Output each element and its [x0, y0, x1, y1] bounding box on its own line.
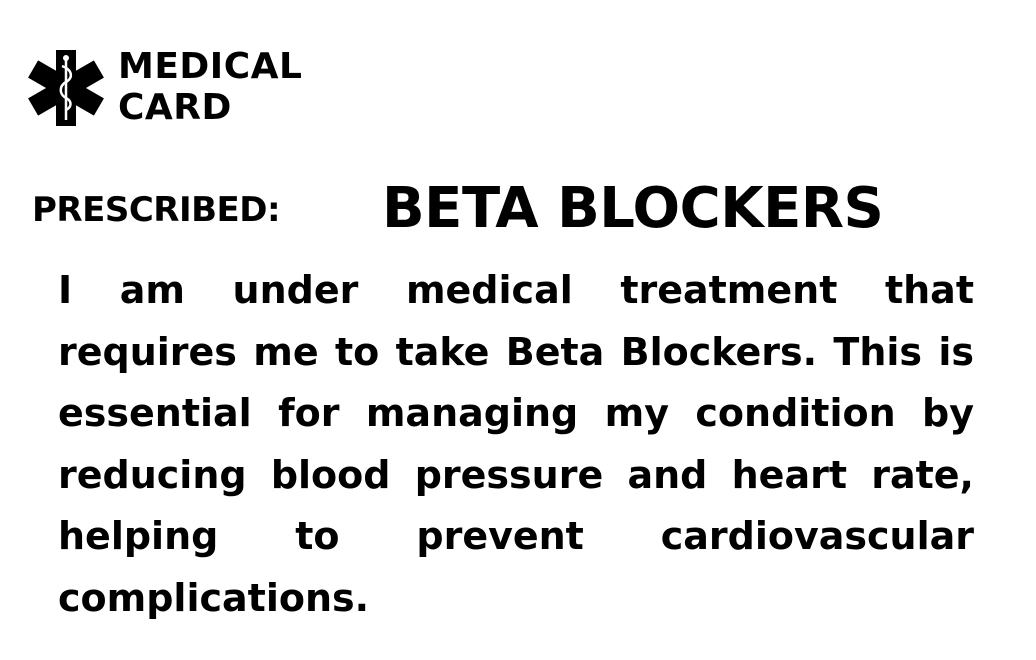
brand-title: [118, 46, 302, 128]
brand-line-card: CARD: [118, 87, 232, 128]
prescribed-label: PRESCRIBED:: [32, 190, 281, 230]
medical-statement: I am under medical treatment that requires me to take Beta Blockers. This is essential for managing my condition by reducing blood pressure and heart rate, helping to prevent cardiovascular complications.: [58, 268, 974, 620]
star-of-life-icon: [28, 46, 108, 130]
brand-line-medical: MEDICAL: [118, 46, 303, 87]
medication-name: BETA BLOCKERS: [382, 176, 884, 241]
